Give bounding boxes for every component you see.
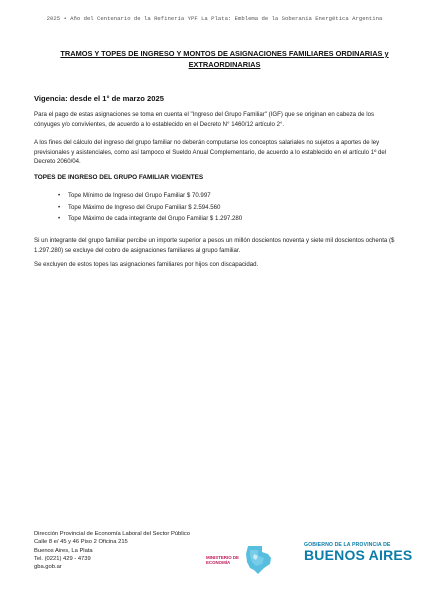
address-line: Buenos Aires, La Plata xyxy=(34,547,93,554)
province-map-icon xyxy=(244,544,274,576)
gobierno-bottom-text: BUENOS AIRES xyxy=(304,547,413,563)
gobierno-top-text: GOBIERNO DE LA PROVINCIA DE xyxy=(304,542,391,548)
ministerio-logo xyxy=(206,544,274,576)
ministerio-label xyxy=(206,555,239,565)
document-title: TRAMOS Y TOPES DE INGRESO Y MONTOS DE ASIGNACIONES FAMILIARES ORDINARIAS y EXTRAORDINARIAS xyxy=(60,49,389,69)
list-item xyxy=(58,213,242,225)
topes-list xyxy=(58,190,242,225)
ministerio-line1: MINISTERIO DE xyxy=(206,555,239,560)
topes-heading: TOPES DE INGRESO DEL GRUPO FAMILIAR VIGENTES xyxy=(34,174,204,181)
website-link[interactable]: gba.gob.ar xyxy=(34,564,62,571)
tope-integrante: Tope Máximo de cada integrante del Grupo Familiar $ 1.297.280 xyxy=(68,215,243,222)
gobierno-logo xyxy=(304,542,412,563)
list-item xyxy=(58,190,242,202)
paragraph-igf: Para el pago de estas asignaciones se toma en cuenta el "Ingreso del Grupo Familiar" (IGF) que se originan en cabeza de los cónyuges y/o convivientes, de acuerdo a lo establecido en el Decreto N° 1460/12 artículo 2°. xyxy=(34,111,375,128)
paragraph-calculo: A los fines del cálculo del ingreso del grupo familiar no deberán computarse los conceptos salariales no sujetos a aportes de ley previsionales y asistenciales, como así tampoco el Sueldo Anual Complementario, de acuerdo a lo establecido en el artículo 1º del Decreto 2060/04. xyxy=(34,139,387,165)
bullet: • xyxy=(58,215,61,222)
ministerio-line2: ECONOMÍA xyxy=(206,560,231,565)
paragraph-exclusion: Si un integrante del grupo familiar percibe un importe superior a pesos un millón doscientos noventa y siete mil doscientos ochenta ($ 1.297.280) se excluye del cobro de asignaciones familiares al grupo familiar. xyxy=(34,237,395,254)
bullet: • xyxy=(58,192,61,199)
address-line: Calle 8 e/ 45 y 46 Piso 2 Oficina 215 xyxy=(34,539,128,546)
bullet: • xyxy=(58,203,61,211)
year-banner: 2025 • Año del Centenario de la Refinería YPF La Plata: Emblema de la Soberanía Energética Argentina xyxy=(46,15,383,22)
tope-minimo: Tope Mínimo de Ingreso del Grupo Familiar $ 70.997 xyxy=(68,192,211,199)
paragraph-discapacidad: Se excluyen de estos topes las asignaciones familiares por hijos con discapacidad. xyxy=(34,261,259,268)
list-item xyxy=(58,202,242,214)
tope-maximo: Tope Máximo de Ingreso del Grupo Familiar $ 2.594.560 xyxy=(68,203,221,211)
address-line: Dirección Provincial de Economía Laboral del Sector Público xyxy=(34,531,190,537)
vigencia-heading: Vigencia: desde el 1° de marzo 2025 xyxy=(34,94,164,103)
address-line: Tel. (0221) 429 - 4739 xyxy=(34,555,91,562)
footer-address xyxy=(34,530,190,571)
